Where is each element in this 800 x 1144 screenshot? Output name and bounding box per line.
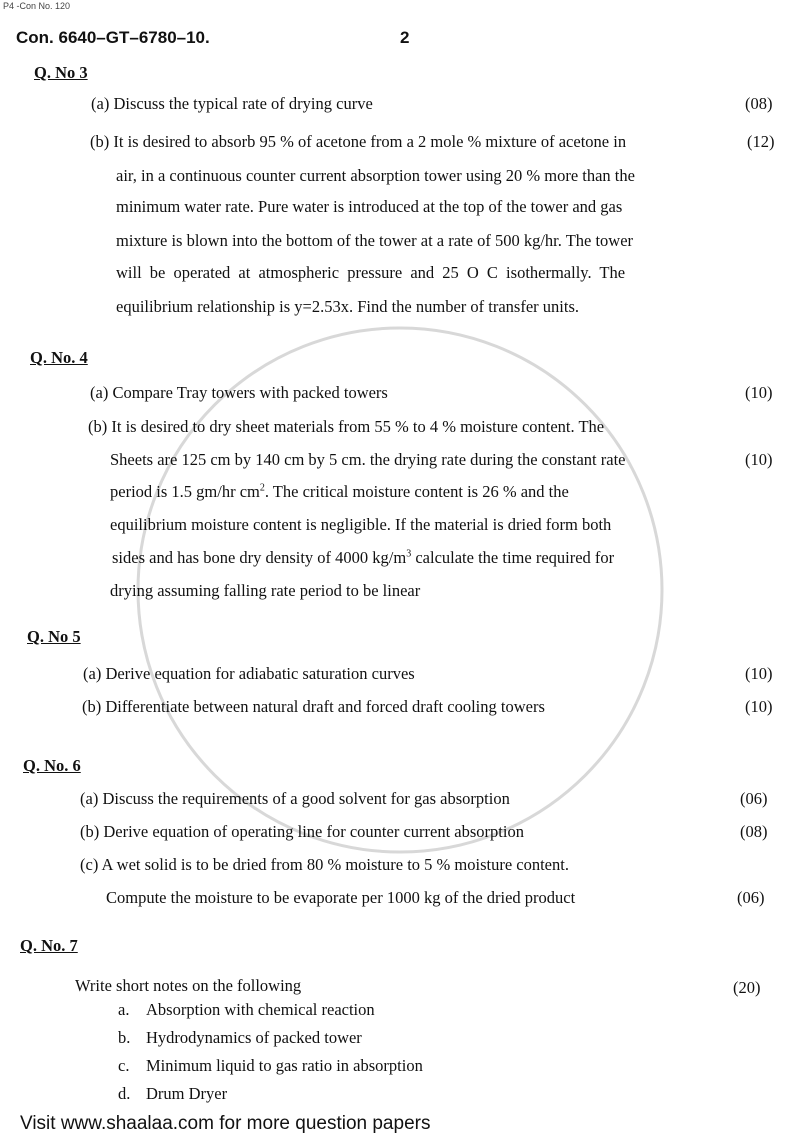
small-reference: P4 -Con No. 120	[3, 1, 71, 11]
q5a-marks: (10)	[745, 664, 773, 683]
q3-title: Q. No 3	[34, 63, 88, 82]
q6b-text: (b) Derive equation of operating line for counter current absorption	[80, 822, 524, 841]
q5-title: Q. No 5	[27, 627, 81, 646]
q4b-line: (b) It is desired to dry sheet materials from 55 % to 4 % moisture content. The	[88, 417, 605, 436]
item-label: b.	[118, 1028, 131, 1047]
q4b-line	[112, 548, 614, 568]
q4a-text: (a) Compare Tray towers with packed towers	[90, 383, 388, 402]
q7-marks: (20)	[733, 978, 761, 997]
q7-item	[118, 1028, 362, 1048]
item-label: a.	[118, 1000, 130, 1019]
q6a-marks: (06)	[740, 789, 768, 808]
q6b-marks: (08)	[740, 822, 768, 841]
q4b-line	[110, 482, 569, 502]
page-number: 2	[400, 28, 410, 47]
text: period is 1.5 gm/hr cm	[110, 482, 260, 501]
q4b-line: equilibrium moisture content is negligible. If the material is dried form both	[110, 515, 612, 534]
q6c-marks: (06)	[737, 888, 765, 907]
q3a-marks: (08)	[745, 94, 773, 113]
q7-item	[118, 1000, 375, 1020]
q3b-line: (b) It is desired to absorb 95 % of acetone from a 2 mole % mixture of acetone in	[90, 132, 627, 151]
q6c-line: Compute the moisture to be evaporate per 1000 kg of the dried product	[106, 888, 576, 907]
q3b-line: air, in a continuous counter current absorption tower using 20 % more than the	[116, 166, 635, 185]
text: sides and has bone dry density of 4000 kg/m	[112, 548, 407, 567]
paper-code: Con. 6640–GT–6780–10.	[16, 28, 210, 47]
q7-item	[118, 1084, 227, 1104]
q6c-line: (c) A wet solid is to be dried from 80 % moisture to 5 % moisture content.	[80, 855, 569, 874]
q4b-marks: (10)	[745, 450, 773, 469]
item-label: c.	[118, 1056, 130, 1075]
q4-title: Q. No. 4	[30, 348, 88, 367]
q7-title: Q. No. 7	[20, 936, 78, 955]
q4b-line: Sheets are 125 cm by 140 cm by 5 cm. the drying rate during the constant rate	[110, 450, 626, 469]
q4a-marks: (10)	[745, 383, 773, 402]
q4b-line: drying assuming falling rate period to be linear	[110, 581, 421, 600]
q5a-text: (a) Derive equation for adiabatic saturation curves	[83, 664, 415, 683]
item-text: Drum Dryer	[146, 1084, 228, 1103]
q3b-marks: (12)	[747, 132, 775, 151]
item-text: Hydrodynamics of packed tower	[146, 1028, 362, 1047]
item-text: Absorption with chemical reaction	[146, 1000, 375, 1019]
superscript: 2	[259, 482, 265, 494]
item-label: d.	[118, 1084, 131, 1103]
item-text: Minimum liquid to gas ratio in absorption	[146, 1056, 423, 1075]
q5b-text: (b) Differentiate between natural draft and forced draft cooling towers	[82, 697, 545, 716]
q6-title: Q. No. 6	[23, 756, 81, 775]
text: calculate the time required for	[411, 548, 615, 567]
q6a-text: (a) Discuss the requirements of a good solvent for gas absorption	[80, 789, 510, 808]
q3b-line: equilibrium relationship is y=2.53x. Find the number of transfer units.	[116, 297, 579, 316]
q7-item	[118, 1056, 423, 1076]
text: . The critical moisture content is 26 % and the	[264, 482, 569, 501]
q7-intro: Write short notes on the following	[75, 976, 302, 995]
q3b-line: minimum water rate. Pure water is introduced at the top of the tower and gas	[116, 197, 623, 216]
q5b-marks: (10)	[745, 697, 773, 716]
footer-link[interactable]: Visit www.shaalaa.com for more question papers	[20, 1113, 431, 1134]
q3a-text: (a) Discuss the typical rate of drying curve	[91, 94, 373, 113]
superscript: 3	[406, 548, 412, 560]
q3b-line: will be operated at atmospheric pressure and 25 O C isothermally. The	[116, 263, 626, 282]
q3b-line: mixture is blown into the bottom of the tower at a rate of 500 kg/hr. The tower	[116, 231, 634, 250]
